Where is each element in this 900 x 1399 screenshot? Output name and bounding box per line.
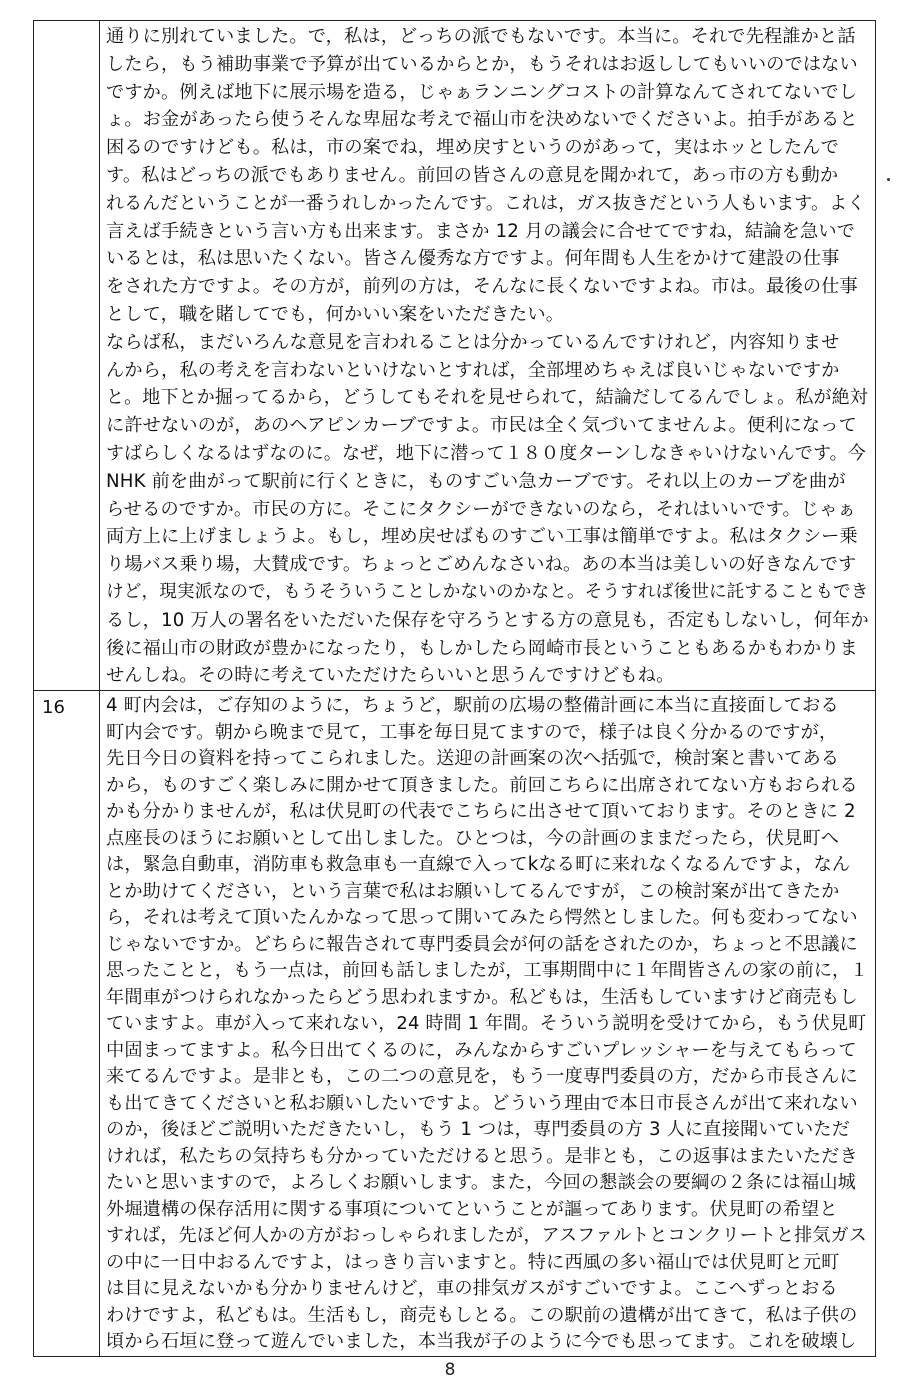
statement-text-cell <box>100 21 876 691</box>
text-line: けど，現実派なので，もうそういうことしかないのかなと。そうすれば後世に託することもでき <box>106 581 869 602</box>
text-line: いるとは，私は思いたくない。皆さん優秀な方ですよ。何年間も人生をかけて建設の仕事 <box>106 248 840 270</box>
text-line: 中固まってますよ。私今日出てくるのに，みんなからすごいプレッシャーを与えてもらって <box>106 1039 857 1061</box>
transcript-table <box>33 20 876 1357</box>
text-line: すれば，先ほど何人かの方がおっしゃられましたが，アスファルトとコンクリートと排気ガス <box>106 1225 867 1247</box>
text-line: として，職を賭してでも，何かいい案をいただきたい。 <box>106 303 565 325</box>
text-line: NHK 前を曲がって駅前に行くときに，ものすごい急カーブです。それ以上のカーブを曲が <box>106 470 846 492</box>
table-row <box>34 21 876 691</box>
speaker-number-cell <box>34 21 100 691</box>
text-line: 後に福山市の財政が豊かになったり，もしかしたら岡崎市長ということもあるかもわかりま <box>106 637 858 659</box>
text-line: から，ものすごく楽しみに開かせて頂きました。前回こちらに出席されてない方もおられる <box>106 774 858 796</box>
text-line: 町内会です。朝から晩まで見て，工事を毎日見てますので，様子は良く分かるのですが， <box>106 721 838 743</box>
text-line: したら，もう補助事業で予算が出ているからとか，もうそれはお返ししてもいいのではない <box>106 53 858 75</box>
text-line: り場バス乗り場，大賛成です。ちょっとごめんなさいね。あの本当は美しいの好きなんです <box>106 554 857 576</box>
statement-text-cell <box>100 691 876 1357</box>
text-line: をされた方ですよ。その方が，前列の方は，そんなに長くないですよね。市は。最後の仕事 <box>106 276 858 298</box>
text-line: たいと思いますので，よろしくお願いします。また，今回の懇談会の要綱の２条には福山城 <box>106 1172 857 1194</box>
text-line: 困るのですけども。私は，市の案でね，埋め戻すというのがあって，実はホッとしたんで <box>106 137 839 159</box>
text-line: と。地下とか掘ってるから，どうしてもそれを見せられて，結論だしてるんでしょ。私が絶対 <box>106 387 868 409</box>
text-line: とか助けてください，という言葉で私はお願いしてるんですが，この検討案が出てきたか <box>106 880 840 902</box>
text-line: 両方上に上げましょうよ。もし，埋め戻せばものすごい工事は簡単ですよ。私はタクシー乗 <box>106 526 858 548</box>
text-line: は目に見えないかも分かりませんけど，車の排気ガスがすごいですよ。ここへずっとおる <box>106 1278 838 1300</box>
text-line: れるんだということが一番うれしかったんです。これは，ガス抜きだという人もいます。よく <box>106 192 866 214</box>
text-line: んから，私の考えを言わないといけないとすれば，全部埋めちゃえば良いじゃないですか <box>106 359 840 381</box>
text-line: 外堀遺構の保存活用に関する事項についてということが謳ってあります。伏見町の希望と <box>106 1198 838 1220</box>
text-line: ょ。お金があったら使うそんな卑屈な考えで福山市を決めないでくださいよ。拍手があると <box>106 109 858 131</box>
text-line: ていますよ。車が入って来れない，24 時間 1 年間。そういう説明を受けてから，もう伏見町 <box>106 1013 867 1035</box>
text-line: のか，後ほどご説明いただきたいし，もう 1 つは，専門委員の方 3 人に直接聞いていただ <box>106 1119 850 1141</box>
text-line: らせるのですか。市民の方に。そこにタクシーができないのなら，それはいいです。じゃぁ <box>106 498 856 520</box>
text-line: 点座長のほうにお願いとして出しました。ひとつは，今の計画のままだったら，伏見町へ <box>106 827 840 849</box>
text-line: ですか。例えば地下に展示場を造る，じゃぁランニングコストの計算なんてされてないでし <box>106 81 858 103</box>
page-number: 8 <box>444 1360 456 1380</box>
text-line: ければ，私たちの気持ちも分かっていただけると思う。是非とも，この返事はまたいただき <box>106 1145 858 1167</box>
table-row <box>34 691 876 1357</box>
margin-dot <box>887 178 890 181</box>
text-line: 先日今日の資料を持ってこられました。送迎の計画案の次へ括弧で，検討案と書いてある <box>106 748 840 770</box>
text-line: せんしね。その時に考えていただけたらいいと思うんですけどもね。 <box>106 665 675 687</box>
text-line: すばらしくなるはずなのに。なぜ，地下に潜って１８０度ターンしなきゃいけないんです。今 <box>106 442 866 464</box>
text-line: す。私はどっちの派でもありません。前回の皆さんの意見を聞かれて，あっ市の方も動か <box>106 164 839 186</box>
text-line: ら，それは考えて頂いたんかなって思って開いてみたら愕然としました。何も変わってない <box>106 907 858 929</box>
text-line: 頃から石垣に登って遊んでいました，本当我が子のように今でも思ってます。これを破壊し <box>106 1331 857 1353</box>
text-line: わけですよ，私どもは。生活もし，商売もしとる。この駅前の遺構が出てきて，私は子供の <box>106 1304 858 1326</box>
text-line: に許せないのが，あのヘアピンカーブですよ。市民は全く気づいてませんよ。便利になって <box>106 415 857 437</box>
text-line: るし，10 万人の署名をいただいた保存を守ろうとする方の意見も，否定もしないし，何年か <box>106 609 869 631</box>
text-line: 年間車がつけられなかったらどう思われますか。私どもは，生活もしていますけど商売もし <box>106 986 858 1008</box>
text-line: 来てるんですよ。是非とも，この二つの意見を，もう一度専門委員の方，だから市長さんに <box>106 1066 858 1088</box>
text-line: 通りに別れていました。で，私は，どっちの派でもないです。本当に。それで先程誰かと話 <box>106 26 856 47</box>
text-line: 思ったことと，もう一点は，前回も話しましたが，工事期間中に１年間皆さんの家の前に，１ <box>106 960 869 982</box>
text-line: ならば私，まだいろんな意見を言われることは分かっているんですけれど，内容知りませ <box>106 331 840 353</box>
text-line: 4 町内会は，ご存知のように，ちょうど，駅前の広場の整備計画に本当に直接面しておる <box>106 695 839 717</box>
text-line: も出てきてくださいと私お願いしたいですよ。どういう理由で本日市長さんが出て来れない <box>106 1092 858 1114</box>
text-line: 言えば手続きという言い方も出来ます。まさか 12 月の議会に合せてですね，結論を急いで <box>106 220 856 242</box>
text-line: の中に一日中おるんですよ，はっきり言いますと。特に西風の多い福山では伏見町と元町 <box>106 1251 840 1273</box>
text-line: は，緊急自動車，消防車も救急車も一直線で入ってkなる町に来れなくなるんですよ，なん <box>106 854 851 876</box>
speaker-number-cell: 16 <box>34 691 100 1357</box>
text-line: かも分かりませんが，私は伏見町の代表でこちらに出させて頂いております。そのときに 2 <box>106 801 856 823</box>
text-line: じゃないですか。どちらに報告されて専門委員会が何の話をされたのか，ちょっと不思議に <box>106 933 858 955</box>
